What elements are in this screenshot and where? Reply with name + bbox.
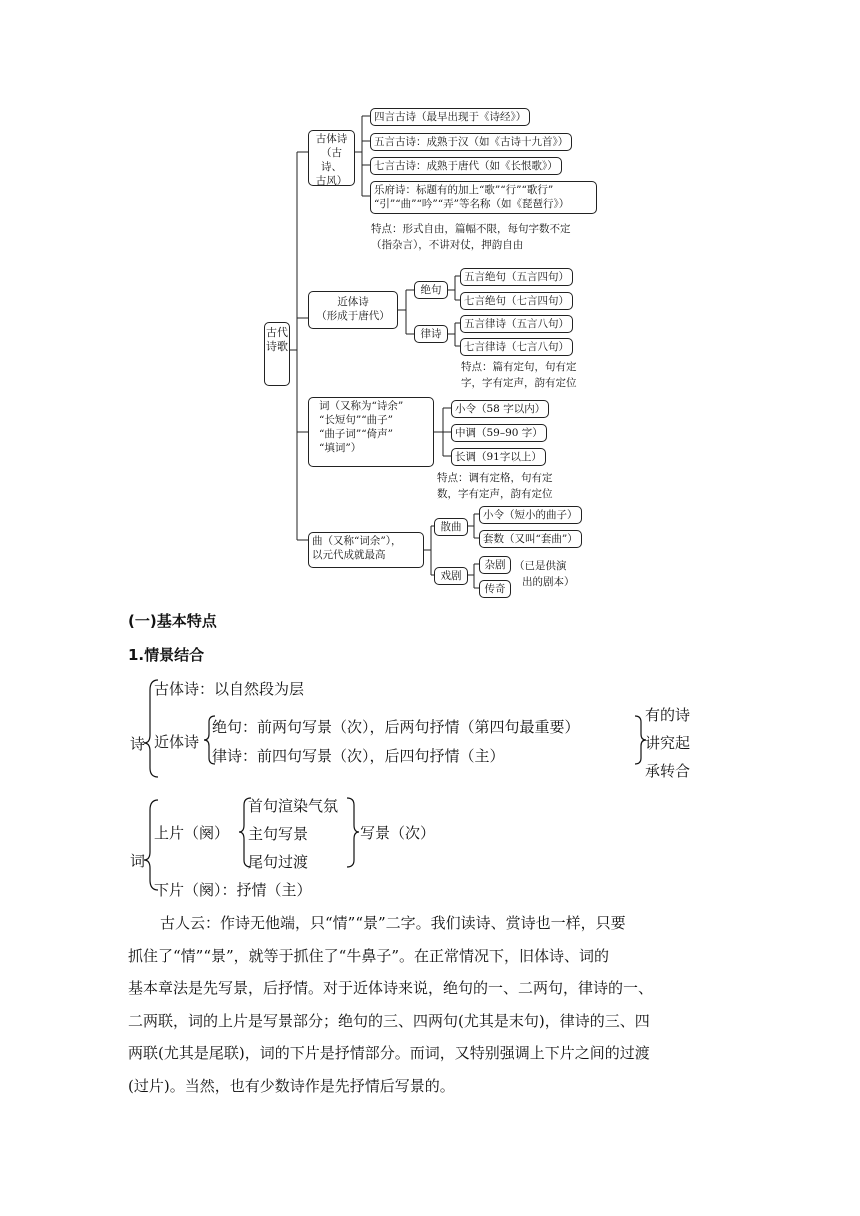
xiju-node: 戏剧	[434, 567, 468, 585]
lvshi-item-2: 七言律诗（七言八句）	[460, 338, 573, 356]
gu-label-3: 古风）	[315, 175, 348, 187]
qu-label-2: 以元代成就最高	[312, 549, 386, 561]
ci2-shang: 上片（阕）	[154, 824, 230, 842]
ci-item-2: 中调（59–90 字）	[451, 424, 547, 442]
ci-label-2: “长短句”“曲子”	[319, 414, 393, 426]
ci2-root: 词	[130, 852, 146, 870]
ci-label-1: 词（又称为“诗余”	[319, 400, 404, 412]
ci-node	[308, 397, 434, 467]
gu-item-1: 四言古诗（最早出现于《诗经》）	[370, 108, 530, 126]
ci-note-2: 数，字有定声，韵有定位	[437, 488, 553, 500]
body-paragraph	[128, 907, 653, 1102]
gu-note-1: 特点：形式自由，篇幅不限，每句字数不定	[371, 223, 571, 235]
shi-root: 诗	[130, 735, 146, 753]
jin-note-1: 特点：篇有定句，句有定	[461, 361, 577, 373]
lvshi-item-1: 五言律诗（五言八句）	[460, 315, 573, 333]
gu-yuefu-1: 乐府诗：标题有的加上“歌”“行”“歌行”	[374, 184, 554, 196]
shi-gu: 古体诗：以自然段为层	[154, 680, 305, 698]
gu-label-2: （古诗、	[321, 147, 342, 173]
qu-node	[308, 532, 424, 568]
shi-note-1: 有的诗	[645, 706, 691, 724]
shi-jin: 近体诗	[154, 733, 200, 751]
paragraph-line-5: 两联(尤其是尾联)，词的下片是抒情部分。而词，又特别强调上下片之间的过渡	[128, 1044, 650, 1062]
jin-node	[308, 291, 398, 329]
qu-label-1: 曲（又称“词余”），	[312, 535, 402, 547]
jin-note-2: 字，字有定声，韵有定位	[461, 377, 577, 389]
jueju-item-2: 七言绝句（七言四句）	[460, 292, 573, 310]
sanqu-node: 散曲	[434, 518, 468, 536]
xiju-item-1: 杂剧	[479, 556, 511, 574]
sanqu-item-2: 套数（又叫“套曲”）	[479, 530, 582, 548]
gu-node	[308, 130, 355, 186]
mindmap-root-label: 古代诗歌	[266, 326, 288, 353]
paragraph-line-3: 基本章法是先写景，后抒情。对于近体诗来说，绝句的一、二两句，律诗的一、	[128, 979, 654, 997]
shi-jueju: 绝句：前两句写景（次），后两句抒情（第四句最重要）	[212, 718, 580, 736]
shi-note-3: 承转合	[645, 762, 691, 780]
jin-label-1: 近体诗	[337, 296, 369, 308]
ci2-item-3: 尾句过渡	[248, 853, 309, 871]
paragraph-line-1: 古人云：作诗无他端，只“情”“景”二字。我们读诗、赏诗也一样，只要	[160, 914, 626, 932]
jueju-item-1: 五言绝句（五言四句）	[460, 268, 573, 286]
xiju-note	[514, 558, 575, 590]
xiju-note-1: （已是供演	[514, 560, 567, 572]
ci-note	[437, 470, 553, 502]
sanqu-item-1: 小令（短小的曲子）	[479, 506, 582, 524]
gu-yuefu	[370, 181, 597, 214]
ci-label-4: “填词”）	[319, 442, 362, 454]
gu-item-2: 五言古诗：成熟于汉（如《古诗十九首》）	[370, 133, 572, 151]
section-heading: (一)基本特点	[128, 612, 217, 630]
shi-note	[645, 701, 690, 785]
xiju-item-2: 传奇	[479, 580, 511, 598]
gu-item-3: 七言古诗：成熟于唐代（如《长恨歌》）	[370, 157, 562, 175]
ci-item-1: 小令（58 字以内）	[451, 400, 549, 418]
shi-lvshi: 律诗：前四句写景（次），后四句抒情（主）	[212, 747, 505, 765]
ci2-item-2: 主句写景	[248, 825, 309, 843]
gu-label-1: 古体诗	[315, 133, 348, 145]
jueju-node: 绝句	[414, 281, 448, 299]
ci-item-3: 长调（91字以上）	[451, 448, 546, 466]
sub-heading: 1.情景结合	[128, 646, 205, 664]
ci2-xia: 下片（阕）：抒情（主）	[154, 881, 312, 899]
ci2-xiejing: 写景（次）	[360, 824, 436, 842]
shi-note-2: 讲究起	[645, 734, 691, 752]
jin-note	[461, 359, 577, 391]
gu-note-2: （指杂言），不讲对仗，押韵自由	[371, 239, 524, 251]
mindmap-root	[264, 322, 290, 386]
ci-note-1: 特点：调有定格，句有定	[437, 472, 553, 484]
xiju-note-2: 出的剧本）	[522, 576, 575, 588]
ci-label-3: “曲子词”“倚声”	[319, 428, 393, 440]
lvshi-node: 律诗	[414, 325, 448, 343]
gu-yuefu-2: “引”“曲”“吟”“弄”等名称（如《琵琶行》）	[374, 198, 570, 210]
paragraph-line-4: 二两联，词的上片是写景部分；绝句的三、四两句(尤其是末句)，律诗的三、四	[128, 1011, 650, 1030]
paragraph-line-2: 抓住了“情”“景”，就等于抓住了“牛鼻子”。在正常情况下，旧体诗、词的	[128, 946, 610, 965]
gu-note	[371, 221, 571, 253]
jin-label-2: （形成于唐代）	[316, 310, 390, 322]
ci2-item-1: 首句渲染气氛	[248, 797, 339, 815]
paragraph-line-6: (过片)。当然，也有少数诗作是先抒情后写景的。	[128, 1076, 455, 1095]
